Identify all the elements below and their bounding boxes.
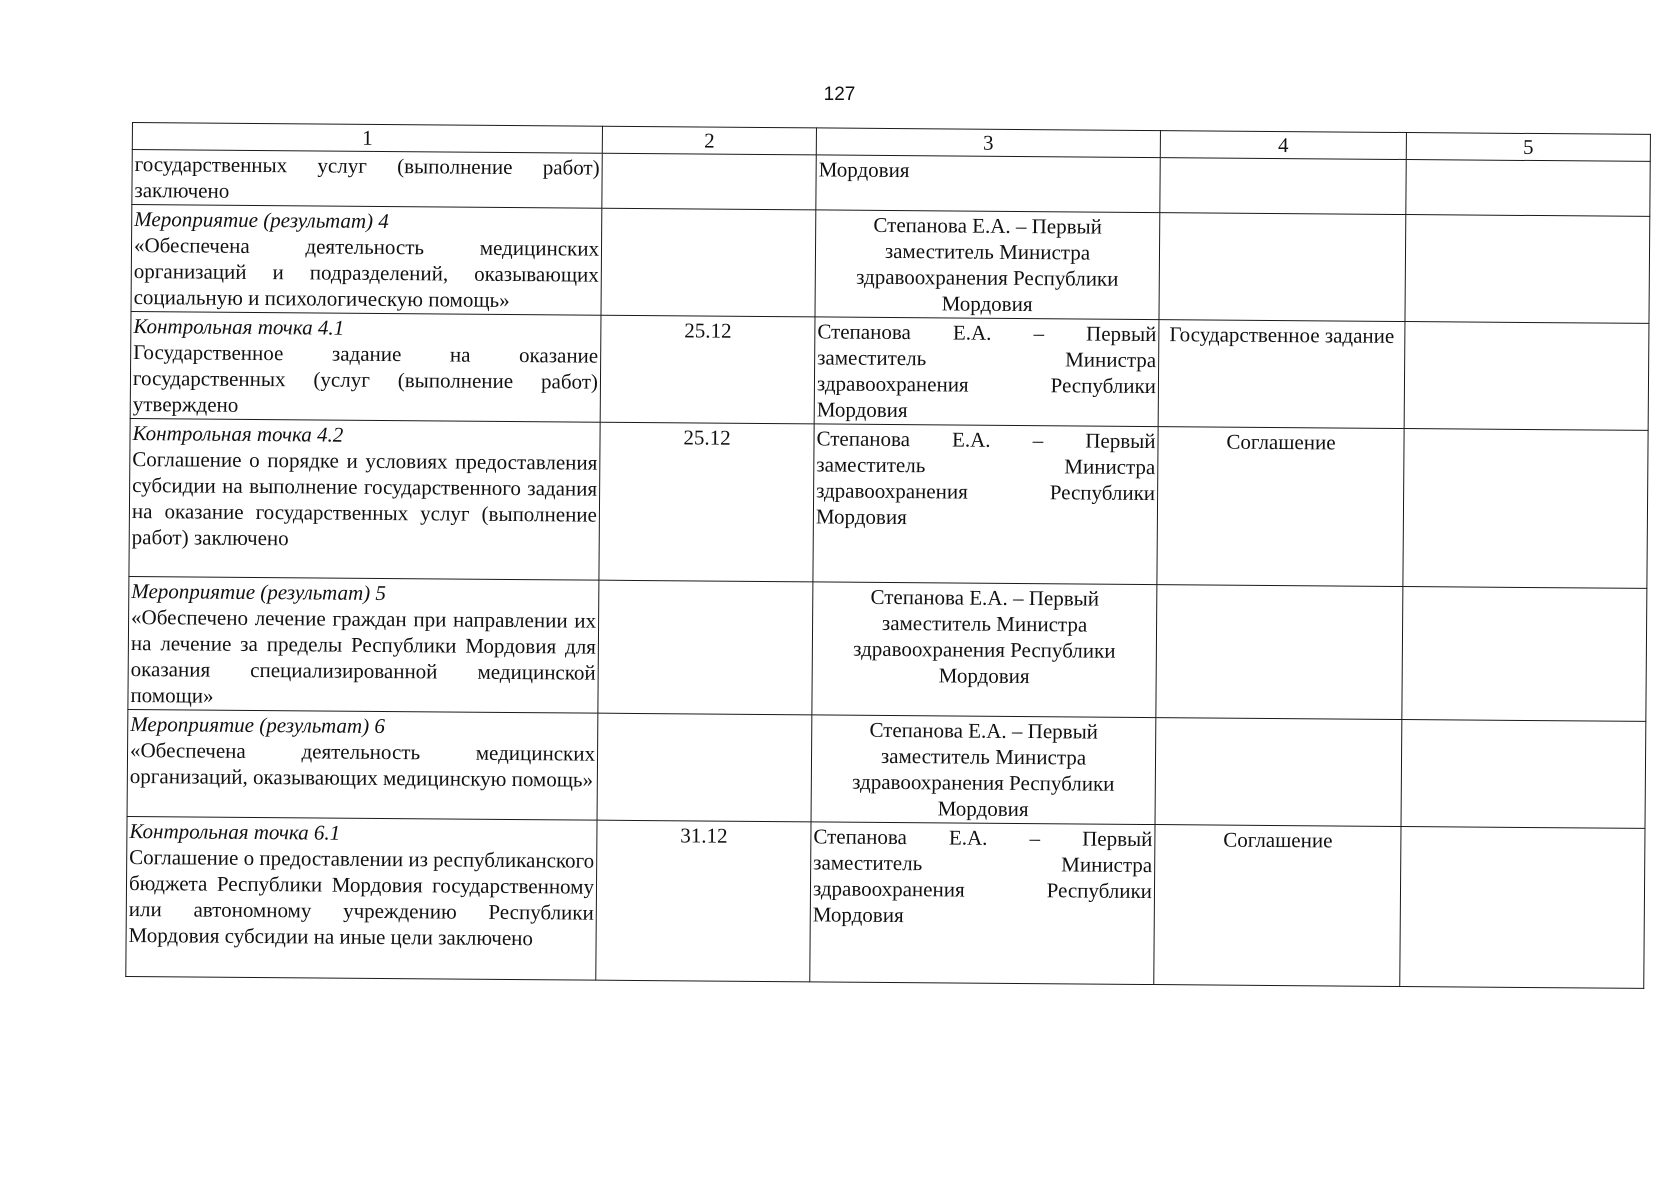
column-5-cell — [1402, 586, 1647, 721]
table-row — [129, 418, 1648, 588]
event-cell — [128, 576, 599, 713]
date-cell — [598, 580, 813, 715]
column-header-3: 3 — [816, 128, 1160, 158]
column-header-5: 5 — [1406, 133, 1650, 162]
event-title: Контрольная точка 4.1 — [133, 314, 345, 340]
event-cell — [131, 205, 602, 316]
event-text: «Обеспечена деятельность медицинских организаций и подразделений, оказывающих социальную и психологическую помощь» — [133, 233, 600, 312]
event-text: «Обеспечено лечение граждан при направлении их на лечение за пределы Республики Мордовия для оказания специализированной медицинской помощи» — [130, 605, 597, 708]
date-cell: 31.12 — [596, 820, 811, 982]
table-row — [126, 816, 1645, 988]
document-cell — [1155, 718, 1402, 827]
responsible-cell: Мордовия — [816, 155, 1160, 213]
event-title: Контрольная точка 6.1 — [129, 819, 341, 845]
event-text: государственных услуг (выполнение работ) заключено — [134, 152, 600, 203]
responsible-cell: Степанова Е.А. – Первый заместитель Министра здравоохранения Республики Мордовия — [815, 210, 1160, 320]
plan-table — [125, 122, 1651, 989]
document-cell — [1160, 158, 1406, 215]
event-cell — [126, 816, 597, 980]
table-row — [131, 205, 1650, 324]
responsible-cell: Степанова Е.А. – Первый заместитель Министра здравоохранения Республики Мордовия — [812, 582, 1157, 718]
document-cell: Соглашение — [1154, 825, 1401, 987]
document-cell — [1159, 213, 1406, 322]
event-text: Соглашение о порядке и условиях предоставления субсидии на выполнение государственного задания на оказание государственных услуг (выполнение работ) заключено — [131, 447, 598, 551]
date-cell: 25.12 — [600, 315, 815, 424]
document-cell — [1156, 585, 1403, 720]
event-cell — [127, 709, 598, 820]
column-5-cell — [1403, 429, 1648, 589]
page-number: 127 — [823, 84, 856, 105]
event-title: Мероприятие (результат) 5 — [131, 579, 387, 606]
column-5-cell — [1400, 826, 1645, 988]
table-row — [127, 709, 1646, 828]
date-cell — [601, 208, 816, 317]
column-5-cell — [1405, 215, 1650, 324]
responsible-cell: Степанова Е.А. – Первый заместитель Министра здравоохранения Республики Мордовия — [814, 317, 1159, 427]
event-text: «Обеспечена деятельность медицинских организаций, оказывающих медицинскую помощь» — [129, 738, 596, 792]
column-5-cell — [1401, 719, 1646, 828]
event-cell — [129, 418, 600, 580]
column-5-cell — [1404, 322, 1649, 431]
responsible-cell: Степанова Е.А. – Первый заместитель Министра здравоохранения Республики Мордовия — [810, 822, 1155, 985]
document-cell: Государственное задание — [1158, 320, 1405, 429]
event-title: Контрольная точка 4.2 — [132, 421, 344, 447]
column-5-cell — [1406, 160, 1650, 217]
document-cell: Соглашение — [1157, 427, 1404, 587]
responsible-cell: Степанова Е.А. – Первый заместитель Министра здравоохранения Республики Мордовия — [811, 715, 1156, 825]
column-header-1: 1 — [132, 123, 602, 154]
event-text: Соглашение о предоставлении из республиканского бюджета Республики Мордовия государственному или автономному учреждению Республики Мордовия субсидии на иные цели заключено — [128, 845, 595, 951]
responsible-cell: Степанова Е.А. – Первый заместитель Министра здравоохранения Республики Мордовия — [813, 424, 1158, 585]
event-title: Мероприятие (результат) 4 — [134, 207, 389, 234]
column-header-4: 4 — [1160, 131, 1406, 160]
column-header-2: 2 — [602, 126, 816, 155]
date-cell: 25.12 — [599, 422, 814, 582]
event-cell — [132, 150, 602, 209]
event-cell — [130, 311, 601, 422]
event-text: Государственное задание на оказание государственных (услуг (выполнение работ) утверждено — [132, 340, 599, 417]
table-row — [130, 311, 1649, 430]
event-title: Мероприятие (результат) 6 — [130, 712, 385, 739]
date-cell — [602, 153, 816, 210]
table-row — [128, 576, 1647, 721]
date-cell — [597, 713, 812, 822]
